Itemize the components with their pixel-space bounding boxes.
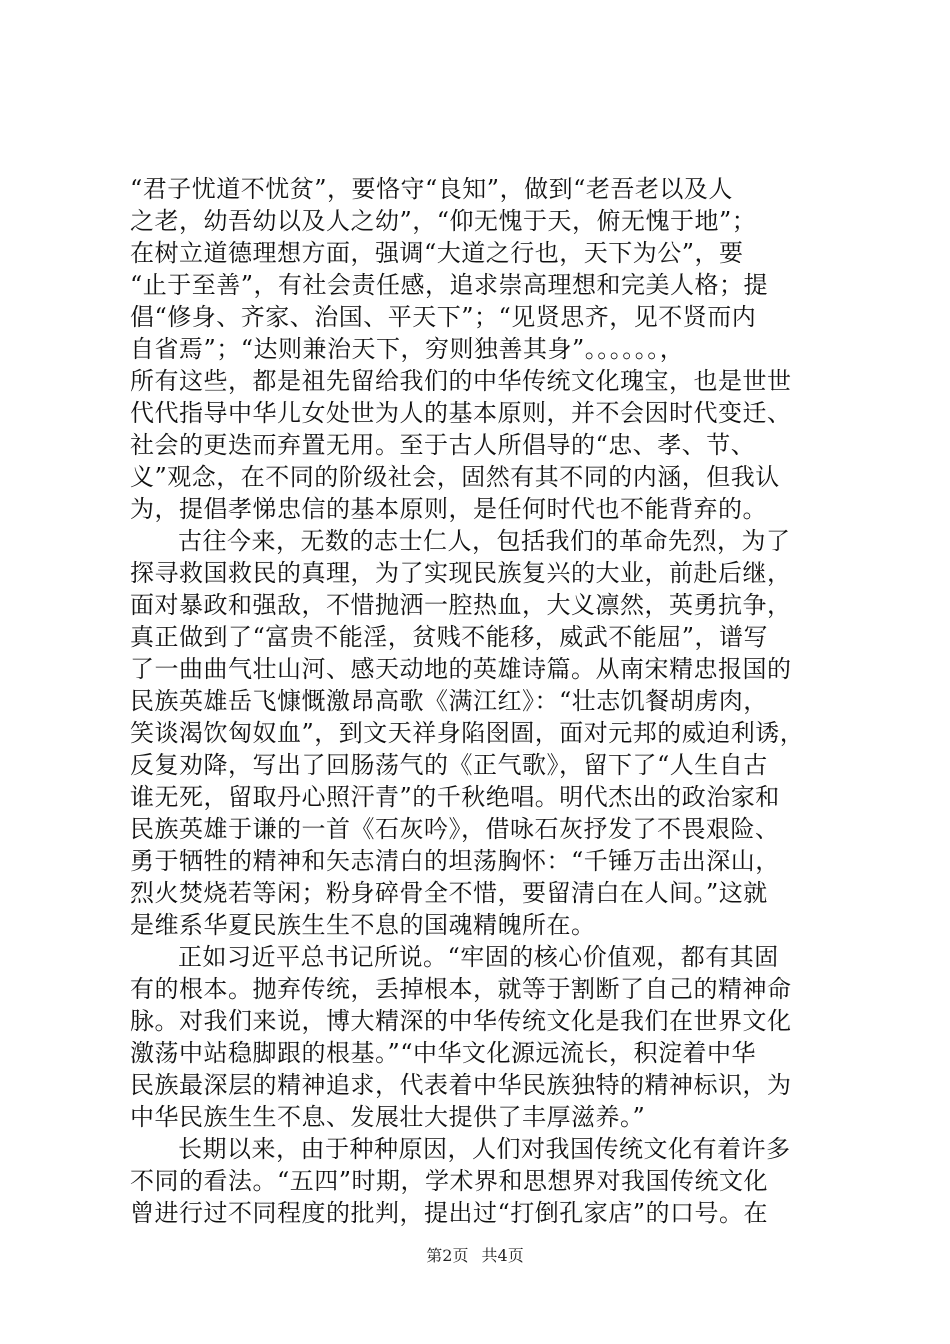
- text-line: 自省焉”；“达则兼治天下，穷则独善其身”。。。。。。，: [130, 335, 685, 363]
- text-line: 笑谈渴饮匈奴血”，到文天祥身陷囹圄，面对元邦的威迫利诱，: [130, 719, 805, 747]
- text-line: 不同的看法。“五四”时期，学术界和思想界对我国传统文化: [130, 1167, 769, 1195]
- text-line: 在树立道德理想方面，强调“大道之行也，天下为公”，要: [130, 239, 744, 267]
- text-line: 倡“修身、齐家、治国、平天下”；“见贤思齐，见不贤而内: [130, 303, 757, 331]
- page-number: 第2页: [426, 1246, 469, 1265]
- text-line: 中华民族生生不息、发展壮大提供了丰厚滋养。”: [130, 1103, 646, 1131]
- text-line: 激荡中站稳脚跟的根基。”“中华文化源远流长，积淀着中华: [130, 1039, 757, 1067]
- text-line: 民族英雄岳飞慷慨激昂高歌《满江红》：“壮志饥餐胡虏肉，: [130, 687, 768, 715]
- text-line: 有的根本。抛弃传统，丢掉根本，就等于割断了自己的精神命: [130, 975, 792, 1003]
- text-line: 民族最深层的精神追求，代表着中华民族独特的精神标识，为: [130, 1071, 792, 1099]
- text-line: 谁无死，留取丹心照汗青”的千秋绝唱。明代杰出的政治家和: [130, 783, 780, 811]
- text-line: 社会的更迭而弃置无用。至于古人所倡导的“忠、孝、节、: [130, 431, 756, 459]
- text-line: 长期以来，由于种种原因，人们对我国传统文化有着许多: [178, 1135, 791, 1163]
- text-line: 正如习近平总书记所说。“牢固的核心价值观，都有其固: [178, 943, 779, 971]
- text-line: 古往今来，无数的志士仁人，包括我们的革命先烈，为了: [178, 527, 791, 555]
- text-line: 探寻救国救民的真理，为了实现民族复兴的大业，前赴后继，: [130, 559, 792, 587]
- text-line: “君子忧道不忧贫”，要恪守“良知”，做到“老吾老以及人: [130, 175, 733, 203]
- text-line: 民族英雄于谦的一首《石灰吟》，借咏石灰抒发了不畏艰险、: [130, 815, 780, 843]
- page-footer: [0, 1243, 950, 1266]
- text-line: 为，提倡孝悌忠信的基本原则，是任何时代也不能背弃的。: [130, 495, 767, 523]
- text-line: 义”观念，在不同的阶级社会，固然有其不同的内涵，但我认: [130, 463, 780, 491]
- text-line: 之老，幼吾幼以及人之幼”，“仰无愧于天，俯无愧于地”；: [130, 207, 757, 235]
- text-line: 是维系华夏民族生生不息的国魂精魄所在。: [130, 911, 596, 939]
- text-line: “止于至善”，有社会责任感，追求崇高理想和完美人格；提: [130, 271, 769, 299]
- text-line: 脉。对我们来说，博大精深的中华传统文化是我们在世界文化: [130, 1007, 792, 1035]
- text-line: 勇于牺牲的精神和矢志清白的坦荡胸怀：“千锤万击出深山，: [130, 847, 780, 875]
- text-line: 代代指导中华儿女处世为人的基本原则，并不会因时代变迁、: [130, 399, 792, 427]
- page-total: 共4页: [481, 1246, 524, 1265]
- body-text: [130, 173, 830, 1229]
- text-line: 面对暴政和强敌，不惜抛洒一腔热血，大义凛然，英勇抗争，: [130, 591, 792, 619]
- text-line: 曾进行过不同程度的批判，提出过“打倒孔家店”的口号。在: [130, 1199, 769, 1227]
- text-line: 烈火焚烧若等闲；粉身碎骨全不惜，要留清白在人间。”这就: [130, 879, 768, 907]
- text-line: 所有这些，都是祖先留给我们的中华传统文化瑰宝，也是世世: [130, 367, 792, 395]
- text-line: 真正做到了“富贵不能淫，贫贱不能移，威武不能屈”，谱写: [130, 623, 769, 651]
- text-line: 了一曲曲气壮山河、感天动地的英雄诗篇。从南宋精忠报国的: [130, 655, 792, 683]
- text-line: 反复劝降，写出了回肠荡气的《正气歌》，留下了“人生自古: [130, 751, 768, 779]
